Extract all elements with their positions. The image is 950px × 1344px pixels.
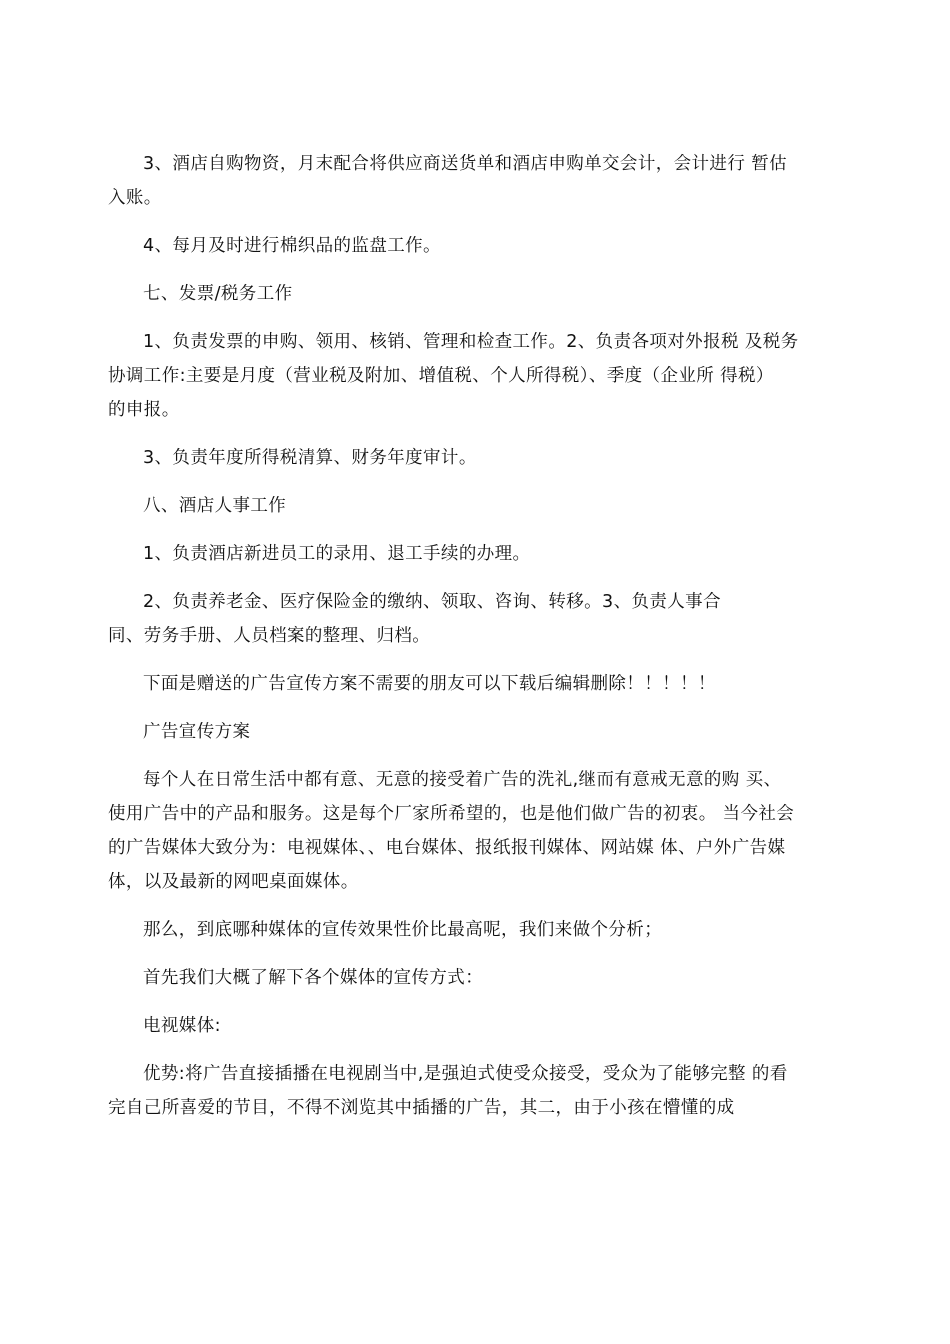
text-line: 2、负责养老金、医疗保险金的缴纳、领取、咨询、转移。3、负责人事合 — [143, 592, 721, 612]
text-line: 3、酒店自购物资，月末配合将供应商送货单和酒店申购单交会计，会计进行 暂估 — [143, 154, 787, 174]
text-line: 协调工作:主要是月度（营业税及附加、增值税、个人所得税）、季度（企业所 得税） — [108, 366, 774, 386]
text-line: 的广告媒体大致分为：电视媒体、、电台媒体、报纸报刊媒体、网站媒 体、户外广告媒 — [108, 838, 786, 858]
text-line: 1、负责酒店新进员工的录用、退工手续的办理。 — [143, 544, 531, 564]
section-heading-ad-plan — [108, 715, 848, 749]
section-heading-hr — [108, 489, 848, 523]
paragraph-tv-advantages — [108, 1057, 848, 1125]
text-line: 同、劳务手册、人员档案的整理、归档。 — [108, 626, 431, 646]
text-line: 广告宣传方案 — [143, 722, 251, 742]
paragraph-item-3 — [108, 147, 848, 215]
text-line: 首先我们大概了解下各个媒体的宣传方式： — [143, 968, 484, 988]
paragraph-ad-question — [108, 913, 848, 947]
subheading-tv-media — [108, 1009, 848, 1043]
text-line: 每个人在日常生活中都有意、无意的接受着广告的洗礼,继而有意戒无意的购 买、 — [143, 770, 782, 790]
text-line: 3、负责年度所得税清算、财务年度审计。 — [143, 448, 477, 468]
text-line: 那么，到底哪种媒体的宣传效果性价比最高呢，我们来做个分析； — [143, 920, 663, 940]
paragraph-invoice-3 — [108, 441, 848, 475]
text-line: 体，以及最新的网吧桌面媒体。 — [108, 872, 359, 892]
paragraph-item-4 — [108, 229, 848, 263]
paragraph-hr-1 — [108, 537, 848, 571]
paragraph-ad-intro — [108, 763, 848, 899]
document-body — [108, 147, 848, 1139]
text-line: 优势:将广告直接插播在电视剧当中,是强迫式使受众接受，受众为了能够完整 的看 — [143, 1064, 788, 1084]
text-line: 电视媒体: — [143, 1016, 221, 1036]
paragraph-hr-2-3 — [108, 585, 848, 653]
paragraph-ad-overview — [108, 961, 848, 995]
text-line: 完自己所喜爱的节目，不得不浏览其中插播的广告，其二，由于小孩在懵懂的成 — [108, 1098, 735, 1118]
section-heading-invoice-tax — [108, 277, 848, 311]
text-line: 入账。 — [108, 188, 162, 208]
text-line: 使用广告中的产品和服务。这是每个厂家所希望的，也是他们做广告的初衷。 当今社会 — [108, 804, 795, 824]
text-line: 七、发票/税务工作 — [143, 284, 293, 304]
text-line: 1、负责发票的申购、领用、核销、管理和检查工作。2、负责各项对外报税 及税务 — [143, 332, 799, 352]
paragraph-invoice-1-2 — [108, 325, 848, 427]
text-line: 下面是赠送的广告宣传方案不需要的朋友可以下载后编辑删除！！！！！ — [143, 674, 716, 694]
text-line: 八、酒店人事工作 — [143, 496, 287, 516]
text-line: 4、每月及时进行棉织品的监盘工作。 — [143, 236, 441, 256]
text-line: 的申报。 — [108, 400, 180, 420]
paragraph-bonus-notice — [108, 667, 848, 701]
